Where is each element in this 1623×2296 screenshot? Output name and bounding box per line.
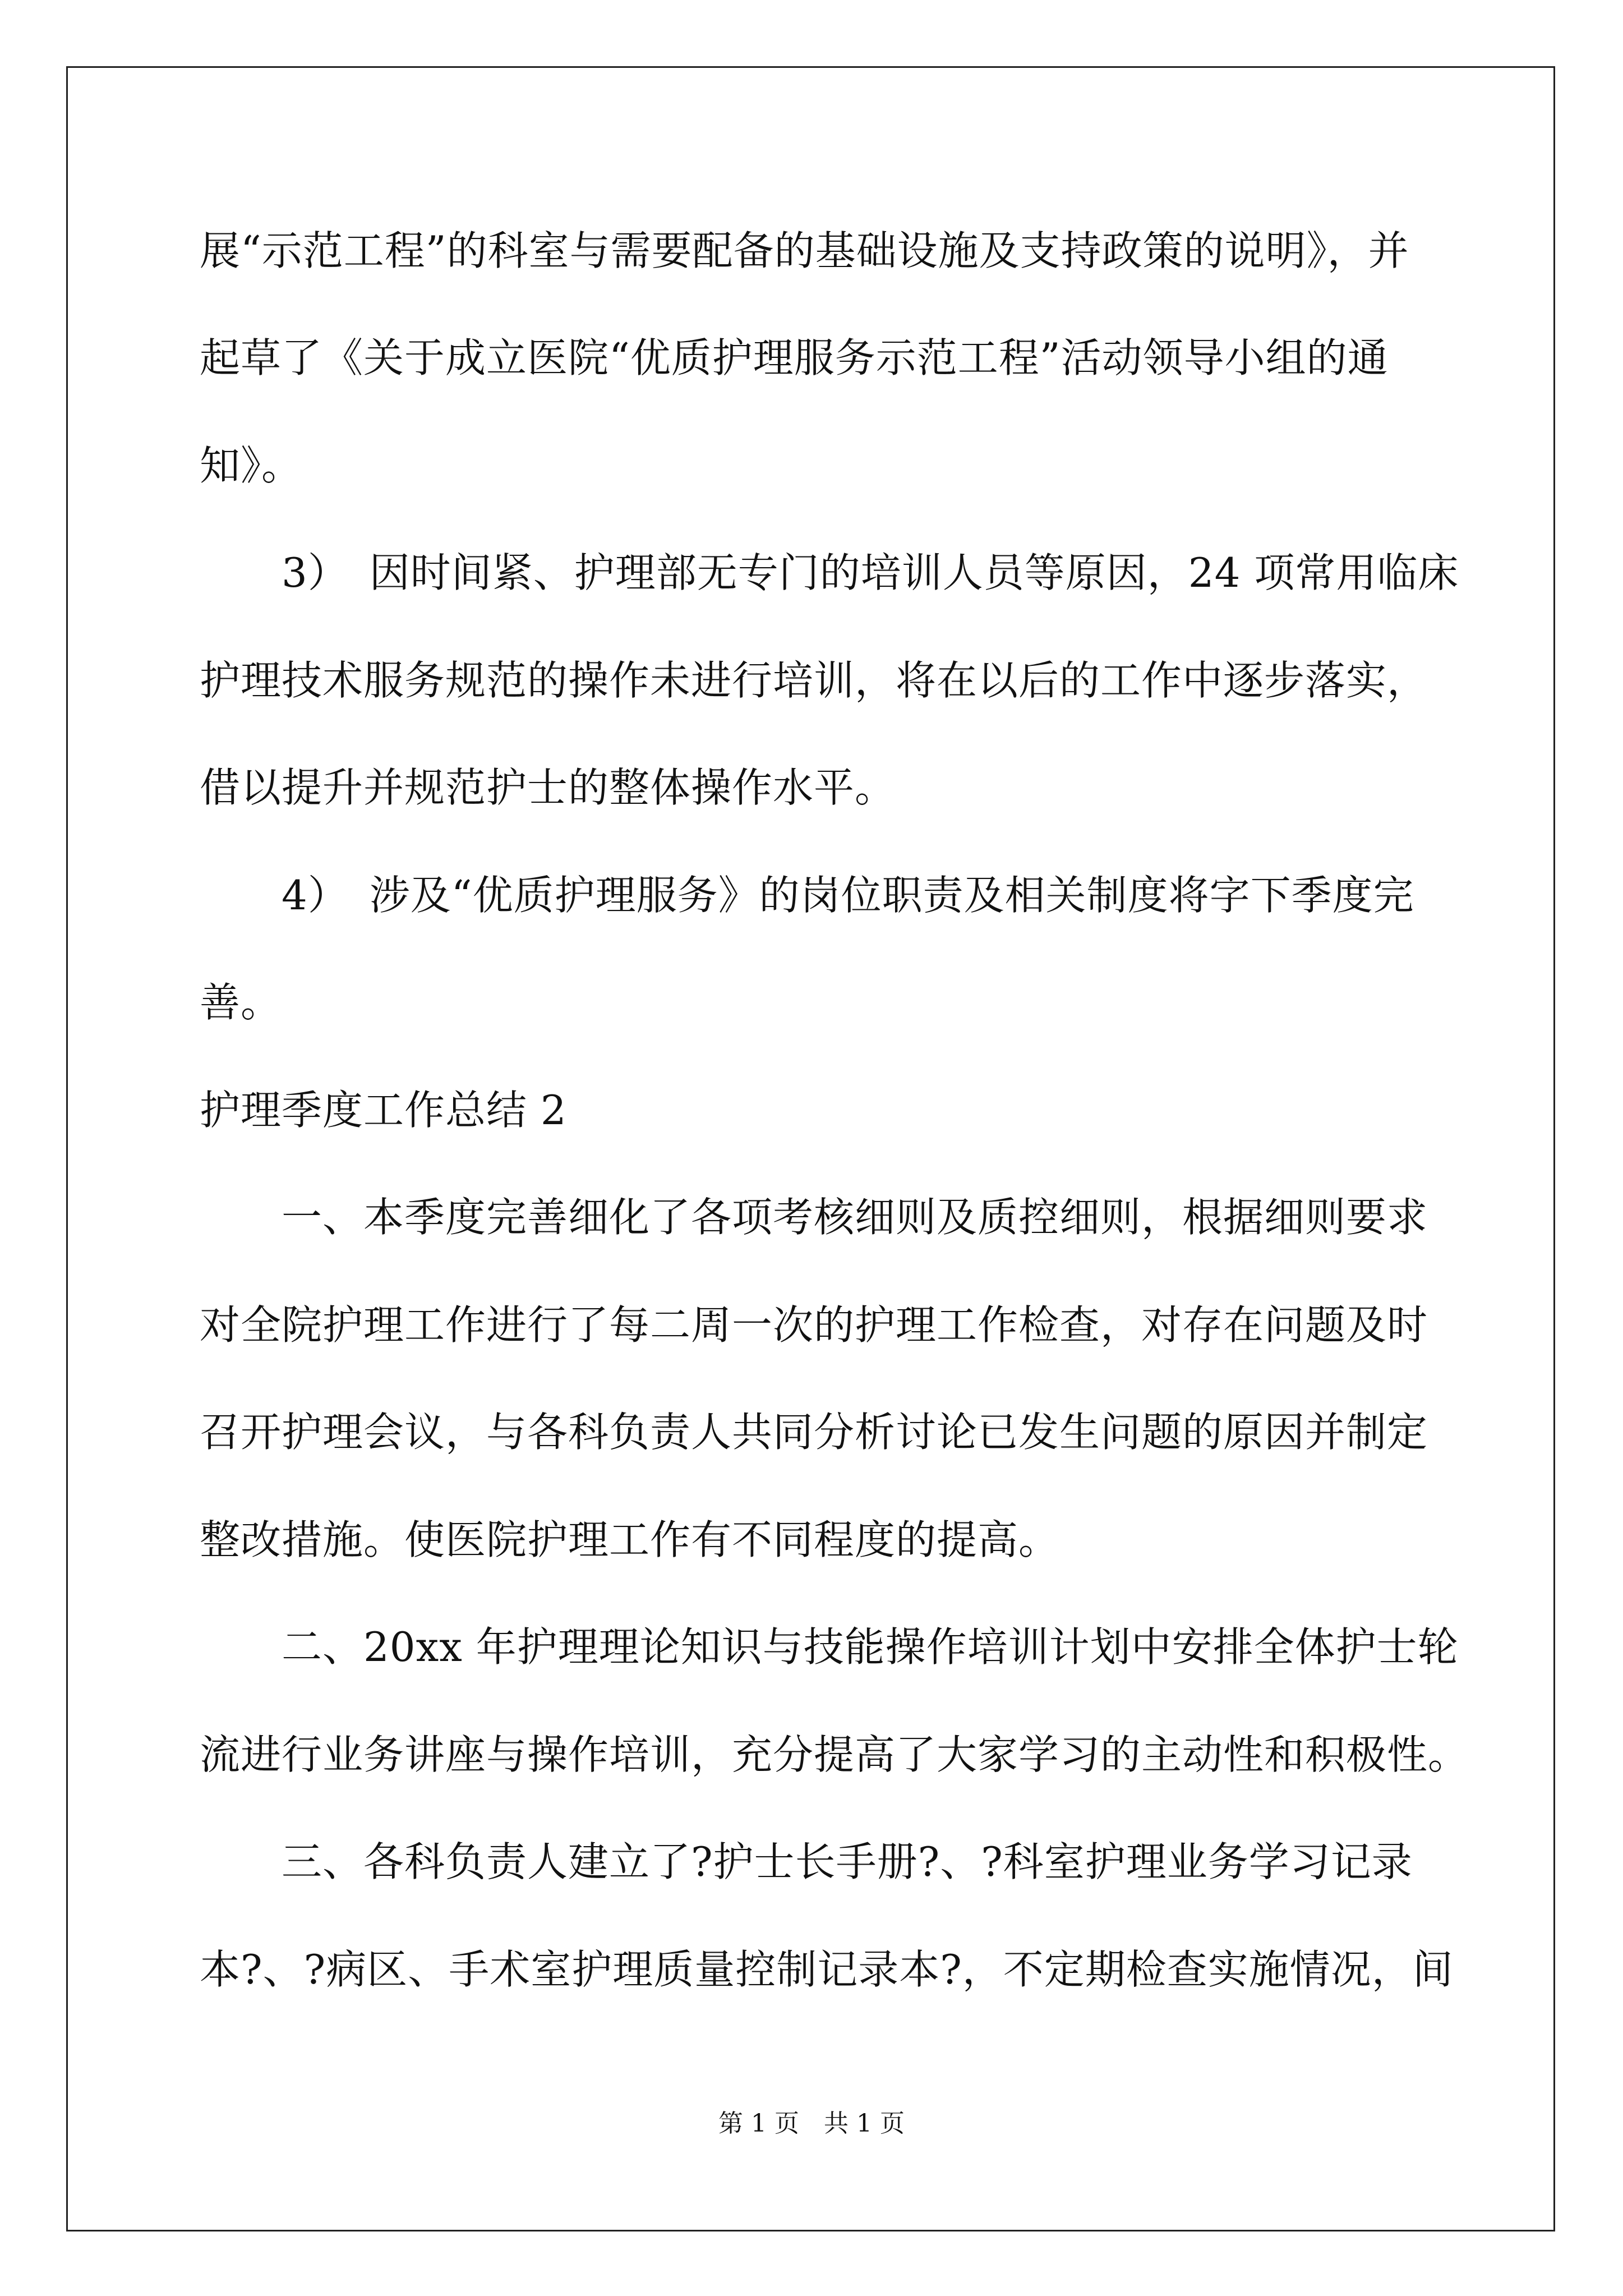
- text-line: 二、20xx 年护理理论知识与技能操作培训计划中安排全体护士轮: [200, 1623, 1459, 1671]
- text-line: 三、各科负责人建立了?护士长手册?、?科室护理业务学习记录: [200, 1838, 1413, 1885]
- text-line: 整改措施。使医院护理工作有不同程度的提高。: [200, 1516, 1060, 1563]
- page-footer: 第 1 页 共 1 页: [718, 2109, 905, 2138]
- text-line: 4） 涉及“优质护理服务》的岗位职责及相关制度将字下季度完: [200, 872, 1414, 919]
- text-line: 展“示范工程”的科室与需要配备的基础设施及支持政策的说明》，并: [200, 227, 1409, 274]
- text-line: 护理技术服务规范的操作未进行培训，将在以后的工作中逐步落实，: [200, 657, 1428, 704]
- text-line: 借以提升并规范护士的整体操作水平。: [200, 764, 896, 811]
- text-line: 本?、?病区、手术室护理质量控制记录本?，不定期检查实施情况，间: [200, 1946, 1454, 1993]
- text-line: 对全院护理工作进行了每二周一次的护理工作检查，对存在问题及时: [200, 1301, 1428, 1349]
- page-border: [66, 66, 1555, 2231]
- text-line: 召开护理会议，与各科负责人共同分析讨论已发生问题的原因并制定: [200, 1409, 1428, 1456]
- text-line: 流进行业务讲座与操作培训，充分提高了大家学习的主动性和积极性。: [200, 1731, 1469, 1778]
- section-heading: 护理季度工作总结 2: [200, 1087, 567, 1134]
- text-line: 知》。: [200, 442, 303, 489]
- text-line: 起草了《关于成立医院“优质护理服务示范工程”活动领导小组的通: [200, 334, 1389, 381]
- text-line: 善。: [200, 979, 282, 1026]
- text-line: 一、本季度完善细化了各项考核细则及质控细则，根据细则要求: [200, 1194, 1428, 1241]
- text-line: 3） 因时间紧、护理部无专门的培训人员等原因，24 项常用临床: [200, 549, 1459, 596]
